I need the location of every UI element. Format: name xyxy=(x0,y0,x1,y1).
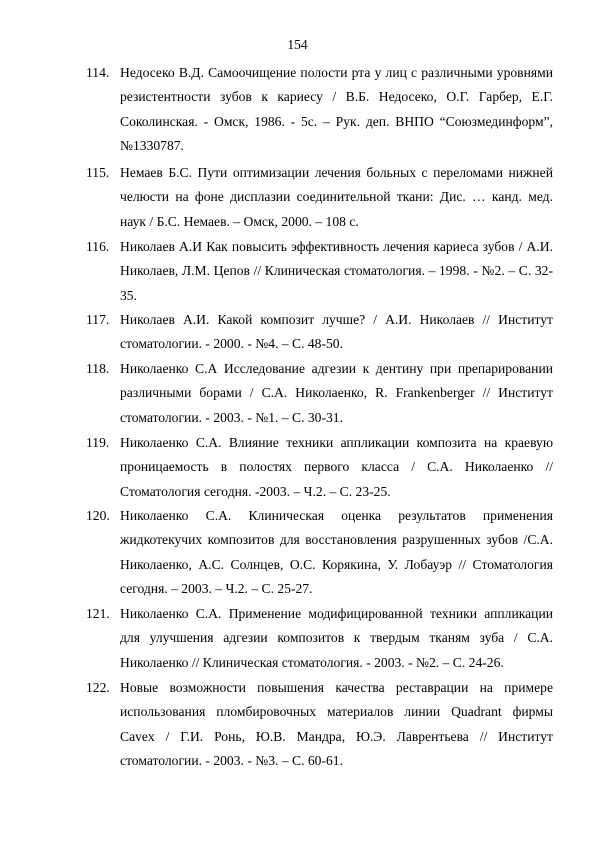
entry-text: Новые возможности повышения качества реставрации на примере использования пломбировочных материалов линии Quadrant фирмы Cavex / Г.И. Ронь, Ю.В. Мандра, Ю.Э. Лаврентьева // Институт стоматологии. - 2003. - №3. – С. 60-61. xyxy=(120,680,553,768)
bibliography-entry xyxy=(86,431,553,504)
entry-text: Николаенко С.А. Применение модифицированной техники аппликации для улучшения адгезии композитов к твердым тканям зуба / С.А. Николаенко // Клиническая стоматология. - 2003. - №2. – С. 24-26. xyxy=(120,606,553,670)
bibliography-entry xyxy=(86,602,553,676)
entry-number: 121. xyxy=(86,606,110,621)
bibliography-list xyxy=(86,61,553,774)
entry-text: Недосеко В.Д. Самоочищение полости рта у лиц с различными уровнями резистентности зубов к кариесу / В.Б. Недосеко, О.Г. Гарбер, Е.Г. Соколинская. - Омск, 1986. - 5с. – Рук. деп. ВНПО “Союзмединформ”, №1330787. xyxy=(120,65,553,153)
entry-number: 120. xyxy=(86,508,110,523)
bibliography-entry xyxy=(86,357,553,431)
bibliography-entry xyxy=(86,161,553,235)
bibliography-entry xyxy=(86,235,553,308)
bibliography-entry xyxy=(86,504,553,602)
bibliography-entry xyxy=(86,61,553,161)
bibliography-entry xyxy=(86,308,553,357)
bibliography-entry xyxy=(86,676,553,774)
entry-number: 116. xyxy=(86,239,110,254)
entry-text: Николаев А.И. Какой композит лучше? / А.И. Николаев // Институт стоматологии. - 2000. - №4. – С. 48-50. xyxy=(120,312,553,352)
entry-number: 114. xyxy=(86,65,110,80)
page-number: 154 xyxy=(287,37,308,52)
entry-text: Немаев Б.С. Пути оптимизации лечения больных с переломами нижней челюсти на фоне дисплазии соединительной ткани: Дис. … канд. мед. наук / Б.С. Немаев. – Омск, 2000. – 108 с. xyxy=(120,165,553,229)
entry-number: 117. xyxy=(86,312,110,327)
entry-number: 122. xyxy=(86,680,110,695)
entry-text: Николаенко С.А. Влияние техники аппликации композита на краевую проницаемость в полостях первого класса / С.А. Николаенко // Стоматология сегодня. -2003. – Ч.2. – С. 23-25. xyxy=(120,435,553,499)
entry-number: 118. xyxy=(86,361,110,376)
entry-text: Николаенко С.А Исследование адгезии к дентину при препарировании различными борами / С.А. Николаенко, R. Frankenberger // Институт стоматологии. - 2003. - №1. – С. 30-31. xyxy=(120,361,553,425)
entry-number: 119. xyxy=(86,435,110,450)
entry-text: Николаенко С.А. Клиническая оценка результатов применения жидкотекучих композитов для восстановления разрушенных зубов /С.А. Николаенко, А.С. Солнцев, О.С. Корякина, У. Лобауэр // Стоматология сегодня. – 2003. – Ч.2. – С. 25-27. xyxy=(120,508,553,596)
entry-text: Николаев А.И Как повысить эффективность лечения кариеса зубов / А.И. Николаев, Л.М. Цепов // Клиническая стоматология. – 1998. - №2. – С. 32-35. xyxy=(120,239,553,303)
entry-number: 115. xyxy=(86,165,110,180)
